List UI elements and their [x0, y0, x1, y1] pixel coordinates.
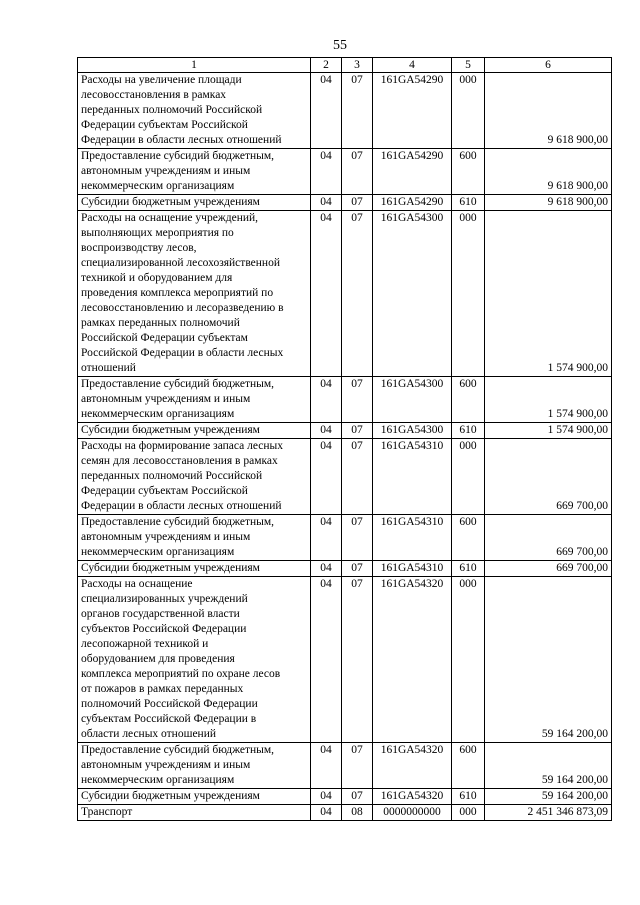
- table-row: [78, 377, 612, 423]
- table-row: [78, 211, 612, 377]
- expense-name-line: Предоставление субсидий бюджетным,: [81, 150, 275, 162]
- expense-name-line: области лесных отношений: [81, 728, 217, 740]
- expense-name-line: автономным учреждениям и иным: [81, 165, 251, 177]
- subsection-code-cell: 07: [342, 515, 373, 561]
- expense-name-cell: [78, 73, 311, 149]
- expense-name-line: Субсидии бюджетным учреждениям: [81, 562, 260, 574]
- table-row: [78, 73, 612, 149]
- expense-name-cell: [78, 423, 311, 439]
- expense-name-cell: [78, 561, 311, 577]
- subsection-code-cell: 07: [342, 439, 373, 515]
- expense-name-line: лесовосстановлению и лесоразведению в: [81, 302, 284, 314]
- subsection-code-cell: 08: [342, 805, 373, 821]
- subsection-code-cell: 07: [342, 211, 373, 377]
- table-row: [78, 515, 612, 561]
- amount-cell: 59 164 200,00: [485, 789, 612, 805]
- expense-name-line: специализированной лесохозяйственной: [81, 257, 280, 269]
- table-row: [78, 439, 612, 515]
- amount-cell: 9 618 900,00: [485, 149, 612, 195]
- table-row: [78, 805, 612, 821]
- expense-name-line: Федерации в области лесных отношений: [81, 134, 282, 146]
- expense-name-line: некоммерческим организациям: [81, 546, 235, 558]
- expense-name-line: Субсидии бюджетным учреждениям: [81, 790, 260, 802]
- expense-name-cell: [78, 805, 311, 821]
- expense-name-line: комплекса мероприятий по охране лесов: [81, 668, 281, 680]
- subsection-code-cell: 07: [342, 789, 373, 805]
- expense-name-line: автономным учреждениям и иным: [81, 759, 251, 771]
- expense-name-line: Федерации субъектам Российской: [81, 119, 248, 131]
- expense-name-line: Расходы на оснащение учреждений,: [81, 212, 259, 224]
- expense-name-line: некоммерческим организациям: [81, 180, 235, 192]
- expense-name-line: полномочий Российской Федерации: [81, 698, 258, 710]
- target-article-cell: 161GA54310: [373, 561, 452, 577]
- expense-name-line: рамках переданных полномочий: [81, 317, 240, 329]
- expense-name-line: субъектам Российской Федерации в: [81, 713, 257, 725]
- expense-name-line: некоммерческим организациям: [81, 408, 235, 420]
- amount-cell: 1 574 900,00: [485, 211, 612, 377]
- section-code-cell: 04: [311, 423, 342, 439]
- subsection-code-cell: 07: [342, 73, 373, 149]
- expense-name-line: переданных полномочий Российской: [81, 470, 263, 482]
- expense-type-cell: 600: [452, 743, 485, 789]
- expense-type-cell: 000: [452, 577, 485, 743]
- expense-name-cell: [78, 439, 311, 515]
- amount-cell: 9 618 900,00: [485, 195, 612, 211]
- table-header-row: [78, 58, 612, 73]
- expense-name-line: от пожаров в рамках переданных: [81, 683, 244, 695]
- target-article-cell: 161GA54310: [373, 515, 452, 561]
- expense-name-line: отношений: [81, 362, 136, 374]
- page-number: 55: [333, 38, 347, 53]
- section-code-cell: 04: [311, 195, 342, 211]
- target-article-cell: 161GA54290: [373, 73, 452, 149]
- expense-name-line: Российской Федерации в области лесных: [81, 347, 284, 359]
- target-article-cell: 0000000000: [373, 805, 452, 821]
- header-col-3: 3: [342, 58, 373, 73]
- table-row: [78, 149, 612, 195]
- expense-name-line: субъектов Российской Федерации: [81, 623, 247, 635]
- amount-cell: 9 618 900,00: [485, 73, 612, 149]
- subsection-code-cell: 07: [342, 561, 373, 577]
- target-article-cell: 161GA54320: [373, 577, 452, 743]
- table-row: [78, 577, 612, 743]
- amount-cell: 669 700,00: [485, 439, 612, 515]
- expense-name-line: некоммерческим организациям: [81, 774, 235, 786]
- section-code-cell: 04: [311, 577, 342, 743]
- header-col-4: 4: [373, 58, 452, 73]
- subsection-code-cell: 07: [342, 195, 373, 211]
- table-row: [78, 195, 612, 211]
- expense-name-cell: [78, 789, 311, 805]
- expense-type-cell: 610: [452, 195, 485, 211]
- section-code-cell: 04: [311, 377, 342, 423]
- amount-cell: 2 451 346 873,09: [485, 805, 612, 821]
- amount-cell: 1 574 900,00: [485, 377, 612, 423]
- expense-type-cell: 610: [452, 789, 485, 805]
- table-row: [78, 789, 612, 805]
- header-col-1: 1: [78, 58, 311, 73]
- table-row: [78, 423, 612, 439]
- expense-name-line: Федерации субъектам Российской: [81, 485, 248, 497]
- expense-type-cell: 000: [452, 211, 485, 377]
- expense-type-cell: 000: [452, 805, 485, 821]
- section-code-cell: 04: [311, 515, 342, 561]
- expense-name-line: Предоставление субсидий бюджетным,: [81, 516, 275, 528]
- section-code-cell: 04: [311, 805, 342, 821]
- expense-name-line: Предоставление субсидий бюджетным,: [81, 378, 275, 390]
- expense-name-line: Расходы на увеличение площади: [81, 74, 242, 86]
- expense-name-line: Предоставление субсидий бюджетным,: [81, 744, 275, 756]
- expense-name-cell: [78, 211, 311, 377]
- target-article-cell: 161GA54300: [373, 423, 452, 439]
- header-col-5: 5: [452, 58, 485, 73]
- section-code-cell: 04: [311, 743, 342, 789]
- amount-cell: 669 700,00: [485, 515, 612, 561]
- expense-name-line: Федерации в области лесных отношений: [81, 500, 282, 512]
- expense-name-line: специализированных учреждений: [81, 593, 248, 605]
- expense-name-line: техникой и оборудованием для: [81, 272, 233, 284]
- section-code-cell: 04: [311, 211, 342, 377]
- expense-name-cell: [78, 515, 311, 561]
- expense-name-line: автономным учреждениям и иным: [81, 531, 251, 543]
- expense-name-cell: [78, 149, 311, 195]
- subsection-code-cell: 07: [342, 149, 373, 195]
- expense-name-line: переданных полномочий Российской: [81, 104, 263, 116]
- expense-name-line: оборудованием для проведения: [81, 653, 235, 665]
- section-code-cell: 04: [311, 149, 342, 195]
- expense-type-cell: 600: [452, 515, 485, 561]
- expense-name-line: лесовосстановления в рамках: [81, 89, 227, 101]
- expense-name-line: автономным учреждениям и иным: [81, 393, 251, 405]
- amount-cell: 669 700,00: [485, 561, 612, 577]
- header-col-6: 6: [485, 58, 612, 73]
- expense-type-cell: 610: [452, 423, 485, 439]
- target-article-cell: 161GA54300: [373, 377, 452, 423]
- expense-name-line: семян для лесовосстановления в рамках: [81, 455, 278, 467]
- section-code-cell: 04: [311, 561, 342, 577]
- subsection-code-cell: 07: [342, 743, 373, 789]
- target-article-cell: 161GA54300: [373, 211, 452, 377]
- expense-name-line: проведения комплекса мероприятий по: [81, 287, 274, 299]
- budget-table: [77, 57, 612, 821]
- target-article-cell: 161GA54320: [373, 789, 452, 805]
- subsection-code-cell: 07: [342, 377, 373, 423]
- target-article-cell: 161GA54290: [373, 149, 452, 195]
- target-article-cell: 161GA54320: [373, 743, 452, 789]
- section-code-cell: 04: [311, 73, 342, 149]
- table-row: [78, 743, 612, 789]
- expense-type-cell: 600: [452, 149, 485, 195]
- target-article-cell: 161GA54290: [373, 195, 452, 211]
- expense-name-line: Транспорт: [81, 806, 133, 818]
- expense-name-line: выполняющих мероприятия по: [81, 227, 234, 239]
- expense-type-cell: 610: [452, 561, 485, 577]
- expense-name-line: органов государственной власти: [81, 608, 240, 620]
- expense-name-line: Расходы на оснащение: [81, 578, 193, 590]
- expense-type-cell: 000: [452, 73, 485, 149]
- expense-name-cell: [78, 743, 311, 789]
- expense-type-cell: 000: [452, 439, 485, 515]
- expense-name-line: Субсидии бюджетным учреждениям: [81, 424, 260, 436]
- expense-name-line: Субсидии бюджетным учреждениям: [81, 196, 260, 208]
- subsection-code-cell: 07: [342, 577, 373, 743]
- section-code-cell: 04: [311, 789, 342, 805]
- expense-name-line: Российской Федерации субъектам: [81, 332, 248, 344]
- expense-type-cell: 600: [452, 377, 485, 423]
- expense-name-line: лесопожарной техникой и: [81, 638, 209, 650]
- subsection-code-cell: 07: [342, 423, 373, 439]
- expense-name-cell: [78, 577, 311, 743]
- expense-name-cell: [78, 195, 311, 211]
- table-row: [78, 561, 612, 577]
- amount-cell: 59 164 200,00: [485, 577, 612, 743]
- expense-name-cell: [78, 377, 311, 423]
- target-article-cell: 161GA54310: [373, 439, 452, 515]
- header-col-2: 2: [311, 58, 342, 73]
- section-code-cell: 04: [311, 439, 342, 515]
- amount-cell: 59 164 200,00: [485, 743, 612, 789]
- amount-cell: 1 574 900,00: [485, 423, 612, 439]
- expense-name-line: воспроизводству лесов,: [81, 242, 197, 254]
- expense-name-line: Расходы на формирование запаса лесных: [81, 440, 283, 452]
